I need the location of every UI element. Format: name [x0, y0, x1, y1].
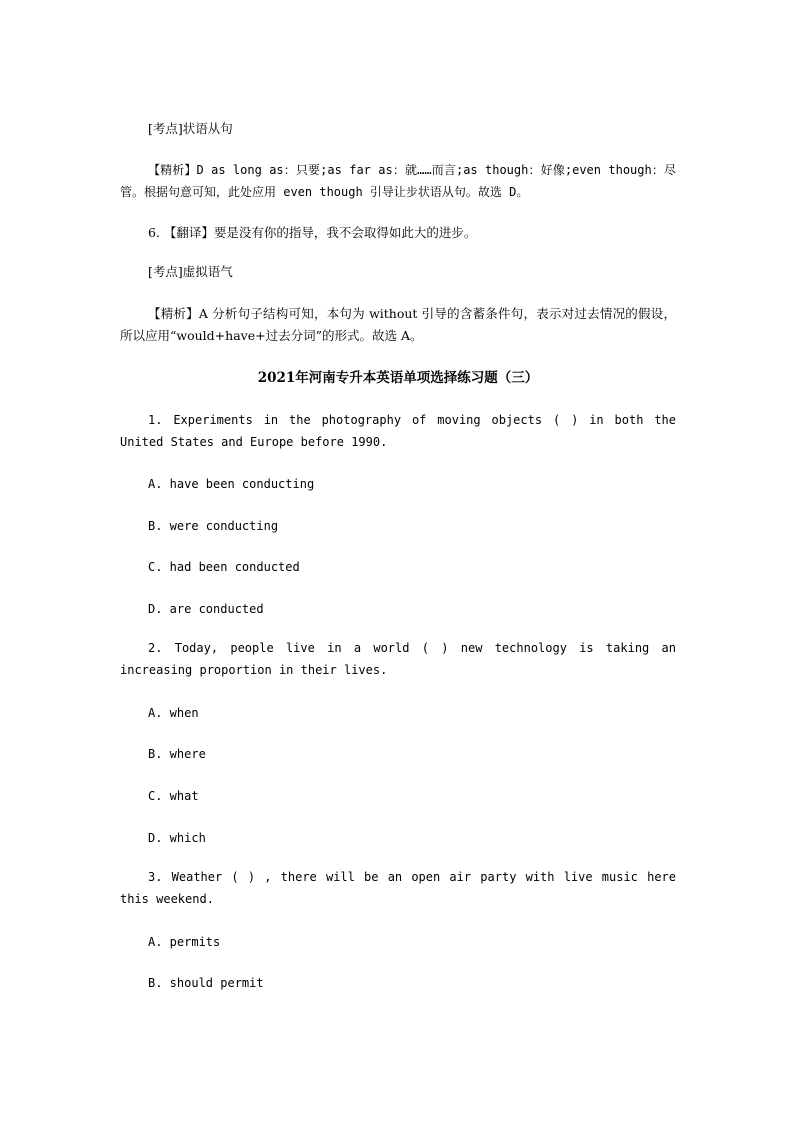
option-b: B. were conducting	[148, 519, 279, 533]
option-a: A. permits	[148, 935, 221, 949]
option-b: B. where	[148, 747, 206, 761]
analysis-paragraph: 【精析】D as long as：只要;as far as：就……而言;as though：好像;even though：尽管。根据句意可知，此处应用 even though 引导让步状语从句。故选 D。	[120, 163, 676, 199]
option-d: D. which	[148, 831, 206, 845]
question-stem: 2. Today, people live in a world ( ) new technology is taking an increasing proportion in their lives.	[120, 641, 676, 677]
section-title: 2021年河南专升本英语单项选择练习题（三）	[257, 370, 539, 386]
translation-line: 6. 【翻译】要是没有你的指导，我不会取得如此大的进步。	[148, 225, 477, 240]
kaodian-label: [考点]状语从句	[148, 121, 233, 136]
question-stem: 1. Experiments in the photography of moving objects ( ) in both the United States and Europe before 1990.	[120, 413, 676, 449]
option-a: A. when	[148, 706, 199, 720]
option-c: C. had been conducted	[148, 560, 300, 574]
analysis-paragraph: 【精析】A 分析句子结构可知，本句为 without 引导的含蓄条件句，表示对过去情况的假设，所以应用“would+have+过去分词”的形式。故选 A。	[120, 306, 676, 343]
kaodian-label: [考点]虚拟语气	[148, 264, 233, 279]
option-c: C. what	[148, 789, 199, 803]
option-d: D. are conducted	[148, 602, 264, 616]
question-stem: 3. Weather ( ) , there will be an open air party with live music here this weekend.	[120, 870, 676, 906]
option-a: A. have been conducting	[148, 477, 315, 491]
option-b: B. should permit	[148, 976, 264, 990]
